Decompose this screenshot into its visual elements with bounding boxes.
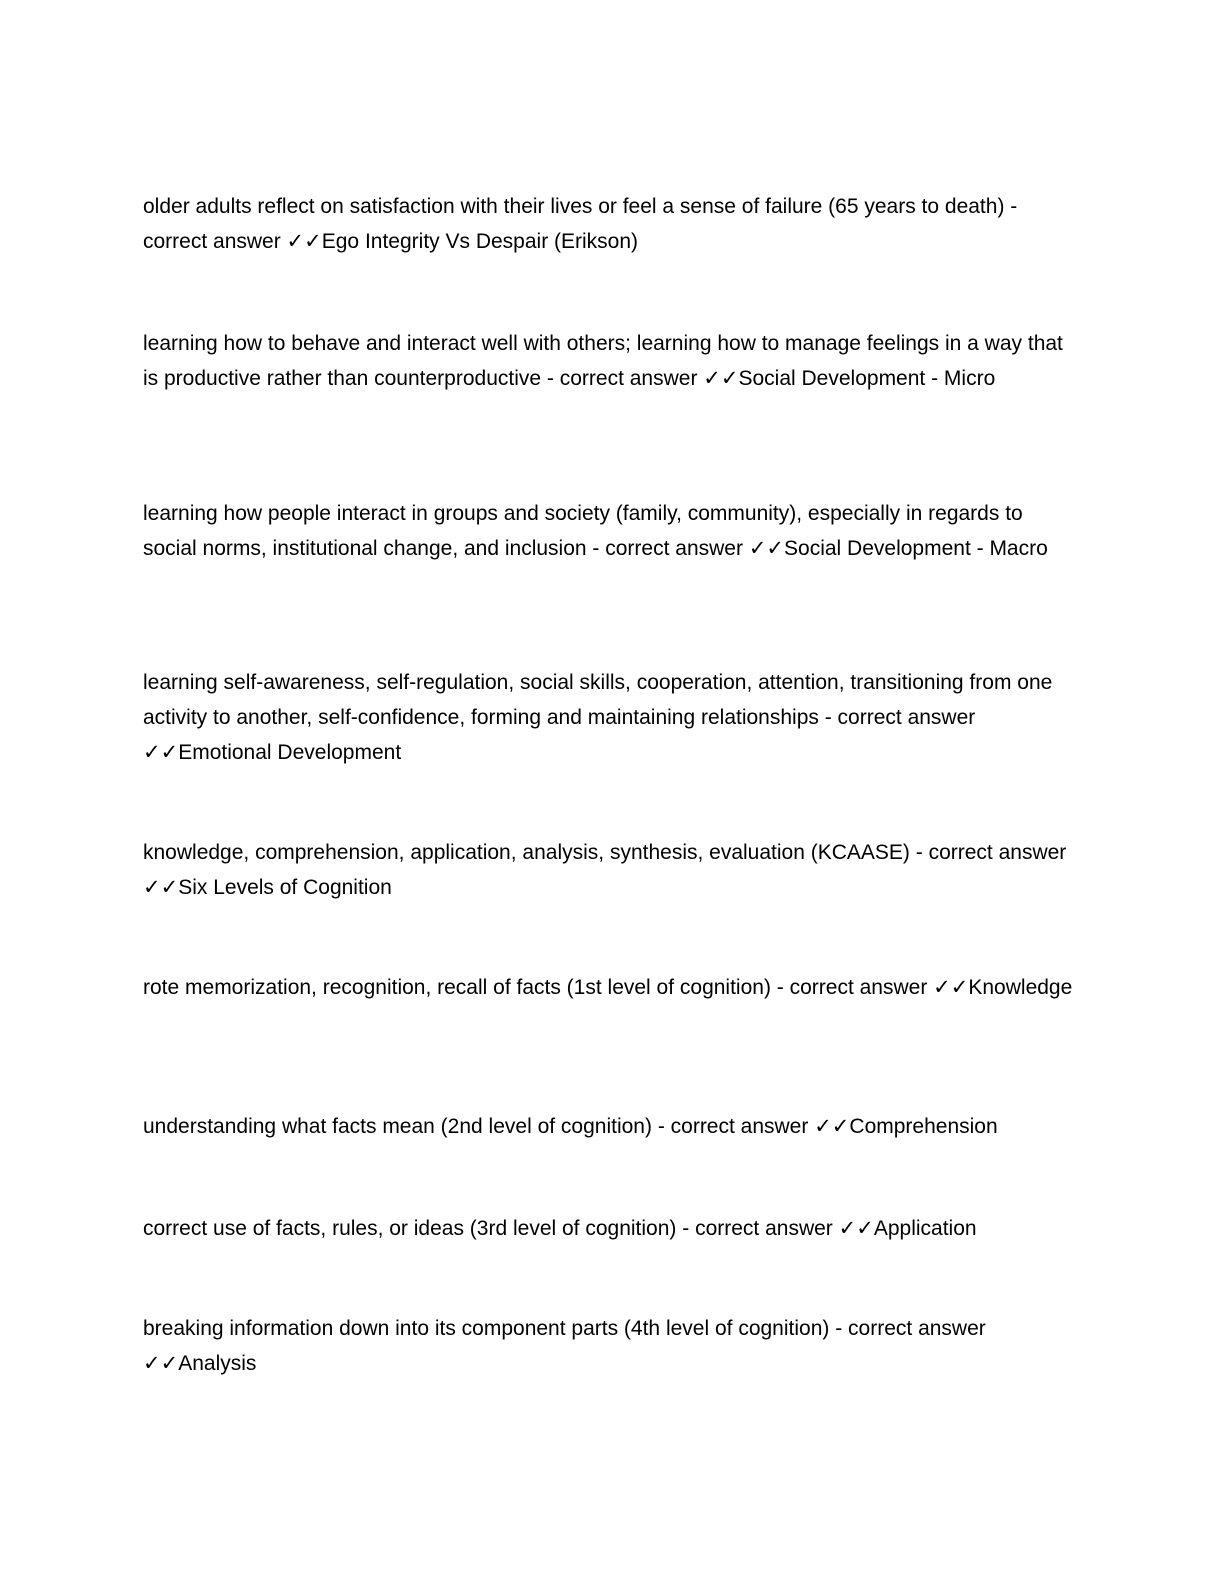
checkmark-icon: ✓✓ [703, 367, 739, 390]
question-text: learning how people interact in groups and society (family, community), especially in regards to social norms, institutional change, and inclusion [143, 502, 1023, 560]
answer-text: Six Levels of Cognition [178, 876, 392, 899]
checkmark-icon: ✓✓ [933, 976, 969, 999]
answer-separator: - correct answer [770, 976, 934, 999]
flashcard-entry [143, 1211, 1078, 1246]
answer-text: Comprehension [849, 1115, 998, 1138]
question-text: breaking information down into its component parts (4th level of cognition) [143, 1317, 830, 1340]
flashcard-entry [143, 970, 1078, 1005]
question-text: learning self-awareness, self-regulation, social skills, cooperation, attention, transitioning from one activity to another, self-confidence, forming and maintaining relationships [143, 671, 1053, 729]
answer-text: Application [873, 1217, 977, 1240]
answer-separator: - correct answer [143, 195, 1018, 253]
flashcard-entry [143, 1109, 1078, 1144]
flashcard-entry [143, 189, 1078, 259]
checkmark-icon: ✓✓ [143, 876, 179, 899]
question-text: correct use of facts, rules, or ideas (3rd level of cognition) [143, 1217, 677, 1240]
question-text: knowledge, comprehension, application, analysis, synthesis, evaluation (KCAASE) [143, 841, 910, 864]
answer-text: Social Development - Macro [784, 537, 1048, 560]
question-text: older adults reflect on satisfaction with their lives or feel a sense of failure (65 years to death) [143, 195, 1005, 218]
answer-separator: - correct answer [676, 1217, 839, 1240]
answer-text: Analysis [178, 1352, 257, 1375]
answer-separator: - correct answer [586, 537, 749, 560]
answer-separator: - correct answer [909, 841, 1067, 864]
checkmark-icon: ✓✓ [286, 230, 322, 253]
checkmark-icon: ✓✓ [814, 1115, 850, 1138]
answer-text: Ego Integrity Vs Despair (Erikson) [321, 230, 639, 253]
question-text: learning how to behave and interact well with others; learning how to manage feelings in a way that is productive rather than counterproductive [143, 332, 1063, 390]
answer-separator: - correct answer [818, 706, 976, 729]
question-text: understanding what facts mean (2nd level of cognition) [143, 1115, 652, 1138]
answer-text: Knowledge [968, 976, 1073, 999]
checkmark-icon: ✓✓ [143, 1352, 179, 1375]
answer-text: Social Development - Micro [738, 367, 996, 390]
checkmark-icon: ✓✓ [143, 741, 179, 764]
answer-text: Emotional Development [178, 741, 402, 764]
flashcard-entry [143, 1311, 1078, 1381]
answer-separator: - correct answer [541, 367, 704, 390]
checkmark-icon: ✓✓ [838, 1217, 874, 1240]
flashcard-entry [143, 835, 1078, 905]
answer-separator: - correct answer [651, 1115, 815, 1138]
checkmark-icon: ✓✓ [748, 537, 785, 560]
answer-separator: - correct answer [829, 1317, 986, 1340]
flashcard-entry [143, 665, 1078, 770]
question-text: rote memorization, recognition, recall of facts (1st level of cognition) [143, 976, 771, 999]
flashcard-entry [143, 326, 1078, 396]
flashcard-entry [143, 496, 1078, 566]
